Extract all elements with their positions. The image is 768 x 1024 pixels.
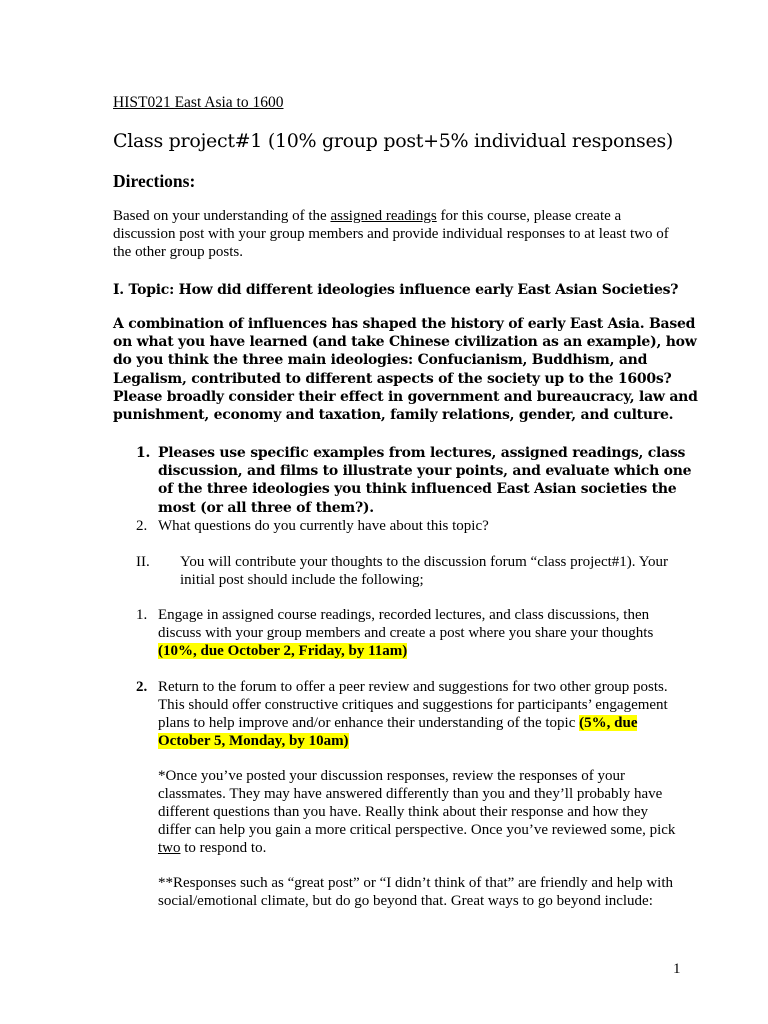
list-a-item-2-number: 2. [136, 518, 148, 534]
combination-paragraph: A combination of influences has shaped the history of early East Asia. Based on what you have learned (and take Chinese civilization as an example), how do you think the three main ideologies: Confucianism, Buddhism, and Legalism, contributed to different aspects of the society up to the 1600s? Please broadly consider their effect in government and bureaucracy, law and punishment, economy and taxation, family relations, gender, and culture. [113, 316, 698, 424]
note-go-beyond: **Responses such as “great post” or “I didn’t think of that” are friendly and help with social/emotional climate, but do go beyond that. Great ways to go beyond include: [158, 875, 674, 909]
list-b-item-2-text: Return to the forum to offer a peer review and suggestions for two other group posts. This should offer constructive critiques and suggestions for participants’ engagement plans to help improve and/or enhance their understanding of the topic [158, 679, 668, 731]
directions-heading: Directions: [113, 171, 196, 191]
page-number: 1 [673, 961, 681, 977]
intro-text-after: for this course, please create a discussion post with your group members and provide individual responses to at least two of the other group posts. [113, 208, 669, 260]
course-title: HIST021 East Asia to 1600 [113, 94, 284, 111]
note1-before: *Once you’ve posted your discussion responses, review the responses of your classmates. They may have answered differently than you and they’ll probably have different questions than you have. Really think about their response and how they differ can help you gain a more critical perspective. Once you’ve reviewed some, pick [158, 768, 676, 838]
list-a-item-2: What questions do you currently have about this topic? [158, 518, 489, 534]
intro-text-before: Based on your understanding of the [113, 208, 331, 224]
list-b-item-1-number: 1. [136, 607, 148, 623]
section-2-number: II. [136, 554, 150, 570]
list-a-item-1: Pleases use specific examples from lectures, assigned readings, class discussion, and films to illustrate your points, and evaluate which one of the three ideologies you think influenced East Asian societies the most (or all three of them?). [158, 445, 692, 516]
list-b-item-2 [158, 678, 688, 750]
section-2-text: You will contribute your thoughts to the discussion forum “class project#1). Your initial post should include the following; [180, 554, 669, 588]
note1-underlined: two [158, 840, 181, 856]
list-b-item-1-text: Engage in assigned course readings, recorded lectures, and class discussions, then discuss with your group members and create a post where you share your thoughts [158, 607, 654, 641]
list-b-item-2-number: 2. [136, 679, 148, 695]
due-date-highlight-2: (5%, due October 5, Monday, by 10am) [158, 715, 638, 749]
intro-paragraph [113, 207, 683, 261]
list-b-item-1 [158, 606, 678, 660]
assigned-readings-link[interactable]: assigned readings [330, 208, 437, 224]
note-review-responses [158, 767, 678, 857]
project-title: Class project#1 (10% group post+5% individual responses) [113, 130, 674, 152]
list-a-item-1-number: 1. [136, 445, 151, 461]
due-date-highlight-1: (10%, due October 2, Friday, by 11am) [158, 643, 408, 659]
topic-heading: I. Topic: How did different ideologies influence early East Asian Societies? [113, 282, 679, 298]
note1-after: to respond to. [180, 840, 267, 856]
